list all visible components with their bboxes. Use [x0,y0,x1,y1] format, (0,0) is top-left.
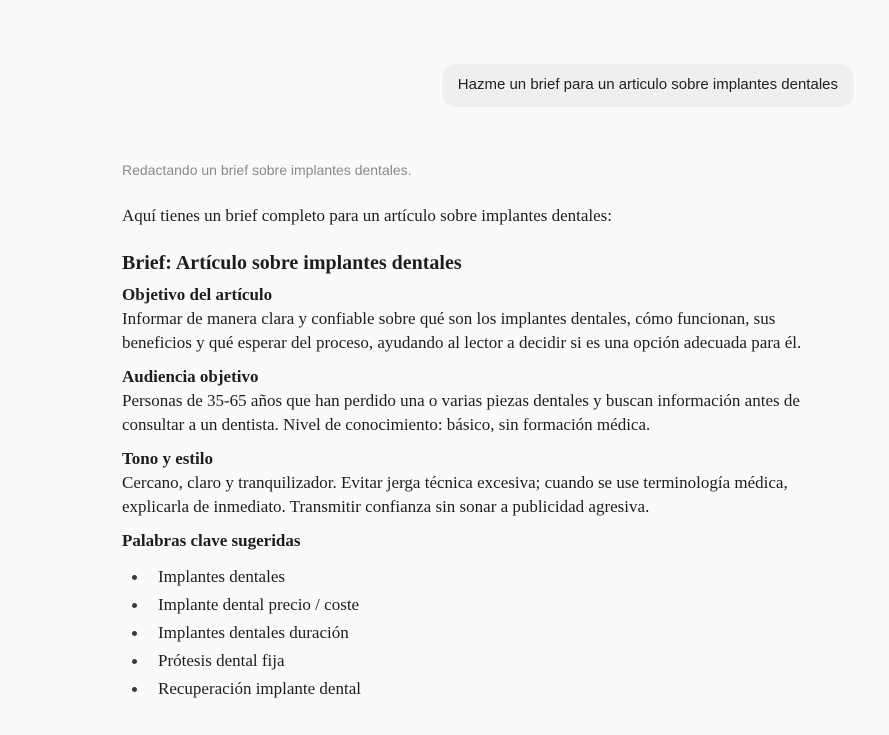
response-intro: Aquí tienes un brief completo para un artículo sobre implantes dentales: [122,206,613,225]
brief-title: Brief: Artículo sobre implantes dentales [122,252,462,274]
thinking-summary[interactable]: Redactando un brief sobre implantes dentales. [122,162,412,178]
keyword-item: Prótesis dental fija [122,647,822,675]
section-body: Personas de 35-65 años que han perdido una o varias piezas dentales y buscan información antes de consultar a un dentista. Nivel de conocimiento: básico, sin formación médica. [122,391,800,434]
section-body: Cercano, claro y tranquilizador. Evitar jerga técnica excesiva; cuando se use terminología médica, explicarla de inmediato. Transmitir confianza sin sonar a publicidad agresiva. [122,473,788,516]
assistant-response [122,160,822,703]
keywords-list [122,563,822,703]
user-message-bubble [442,64,854,107]
section-heading: Tono y estilo [122,449,214,468]
section-heading: Objetivo del artículo [122,285,273,304]
section-audience [122,365,822,437]
keyword-item: Recuperación implante dental [122,675,822,703]
section-keywords [122,529,822,703]
keyword-item: Implante dental precio / coste [122,591,822,619]
section-tone [122,447,822,519]
keywords-heading: Palabras clave sugeridas [122,531,301,550]
keyword-item: Implantes dentales [122,563,822,591]
section-body: Informar de manera clara y confiable sobre qué son los implantes dentales, cómo funcionan, sus beneficios y qué esperar del proceso, ayudando al lector a decidir si es una opción adecuada para él. [122,309,802,352]
section-heading: Audiencia objetivo [122,367,259,386]
section-objective [122,283,822,355]
user-message-text: Hazme un brief para un articulo sobre implantes dentales [457,76,838,93]
keyword-item: Implantes dentales duración [122,619,822,647]
